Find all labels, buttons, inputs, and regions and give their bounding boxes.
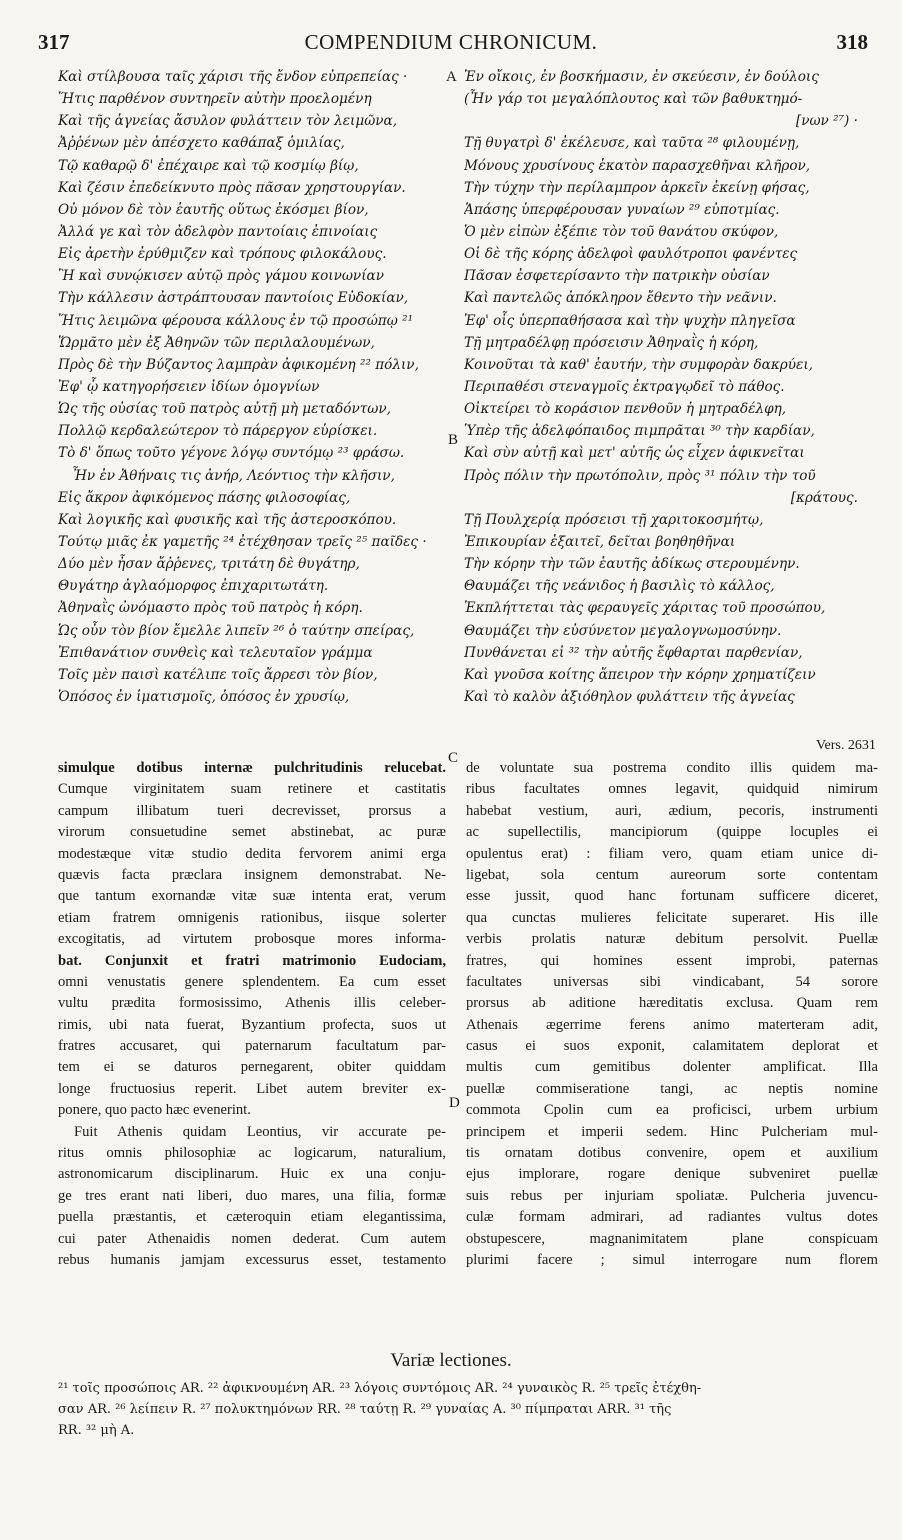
latin-line: opulentus erat) : filiam vero, quam etiam unice di- [466, 845, 878, 862]
verse-line: Οἰκτείρει τὸ κοράσιον πενθοῦν ἡ μητραδέλφη, [464, 401, 787, 418]
footnote-line: σαν AR. ²⁶ λείπειν R. ²⁷ πολυκτημόνων RR. ²⁸ ταύτῃ R. ²⁹ γυναίας A. ³⁰ πίμπραται ARR. ³¹ τῆς [58, 1402, 672, 1417]
latin-line: campum illibatum tueri decrevisset, prorsus a [58, 802, 446, 819]
latin-left-column [58, 758, 446, 1271]
verse-line: Ἥτις λειμῶνα φέρουσα κάλλους ἐν τῷ προσώπῳ ²¹ [58, 312, 414, 329]
latin-line: que tantum exornandæ vitæ suæ intenta erat, verum [58, 888, 446, 905]
verse-line: Ἀῤῥένων μὲν ἀπέσχετο καθάπαξ ὁμιλίας, [58, 135, 345, 152]
verse-line: Τῇ Πουλχερίᾳ πρόσεισι τῇ χαριτοκοσμήτῳ, [464, 511, 764, 528]
latin-line: fratres, qui homines essent improbi, paternas [466, 952, 878, 969]
verse-line: Θυγάτηρ ἀγλαόμορφος ἐπιχαριτωτάτη. [58, 578, 329, 595]
verse-line: Ἐφ' ᾧ κατηγορήσειεν ἰδίων ὁμογνίων [58, 378, 320, 395]
latin-line: obstupescere, magnanimitatem plane conspicuam [466, 1230, 878, 1247]
verse-line: Δύο μὲν ἦσαν ἄῤῥενες, τριτάτη δὲ θυγάτηρ, [58, 556, 360, 573]
verse-line: Ἐπικουρίαν ἐξαιτεῖ, δεῖται βοηθηθῆναι [464, 533, 736, 550]
latin-line: habebat vestium, auri, ædium, pecoris, instrumenti [466, 802, 878, 819]
verse-line: Πρὸς δὲ τὴν Βύζαντος λαμπρὰν ἀφικομένη ²² πόλιν, [58, 356, 419, 373]
verse-line: Ὑπὲρ τῆς ἀδελφόπαιδος πιμπρᾶται ³⁰ τὴν καρδίαν, [464, 423, 815, 440]
footnote-line: ²¹ τοῖς προσώποις AR. ²² ἀφικνουμένη AR. ²³ λόγοις συντόμοις AR. ²⁴ γυναικὸς R. ²⁵ τρεῖς ἐτέχθη- [58, 1381, 702, 1396]
verse-line: Καὶ γνοῦσα κοίτης ἄπειρον τὴν κόρην χρηματίζειν [464, 666, 816, 683]
latin-line: rimis, ubi nata fuerat, Byzantium profecta, suos ut [58, 1016, 446, 1033]
verse-line: Ὁπόσος ἐν ἱματισμοῖς, ὁπόσος ἐν χρυσίῳ, [58, 688, 350, 705]
verse-line: Τοῖς μὲν παισὶ κατέλιπε τοῖς ἄρρεσι τὸν βίον, [58, 666, 378, 683]
latin-line: Athenais ægerrime ferens animo materteram adit, [466, 1016, 878, 1033]
latin-line: astronomicarum disciplinarum. Huic ex una conju- [58, 1166, 446, 1183]
verse-line: Εἰς ἀρετὴν ἐρύθμιζεν καὶ τρόπους φιλοκάλους. [58, 246, 387, 263]
verse-line: Ἐφ' οἷς ὑπερπαθήσασα καὶ τὴν ψυχὴν πληγεῖσα [464, 312, 796, 329]
latin-line: quævis facta præclara insignem demonstrabat. Ne- [58, 866, 446, 883]
verse-line: Καὶ στίλβουσα ταῖς χάρισι τῆς ἔνδον εὐπρεπείας · [58, 69, 408, 85]
latin-line: ac supellectilis, mancipiorum (quippe locuples ei [466, 824, 878, 841]
latin-line: bat. Conjunxit et fratri matrimonio Eudociam, [58, 952, 446, 969]
verse-line: Ἦν ἐν Ἀθήναις τις ἀνήρ, Λεόντιος τὴν κλῆσιν, [72, 467, 395, 484]
verse-line: Τὴν κόρην τὴν τῶν ἑαυτῆς ἀδίκως στερουμένην. [464, 556, 800, 573]
latin-line: ribus facultates omnes legavit, quidquid nimirum [466, 781, 878, 798]
variae-lectiones-heading: Variæ lectiones. [390, 1350, 512, 1371]
verse-line: Ἁπάσης ὑπερφέρουσαν γυναίων ²⁹ εὐποτμίας. [464, 201, 780, 218]
latin-line: tem ei se daturos pernegarent, obiter quiddam [58, 1059, 446, 1076]
latin-line: facultates universas sibi vindicabant, 54 sorore [466, 973, 878, 990]
verse-line: Εἰς ἄκρον ἀφικόμενος πάσης φιλοσοφίας, [58, 489, 351, 506]
verse-line: Κοινοῦται τὰ καθ' ἑαυτήν, τὴν συμφορὰν δακρύει, [464, 356, 813, 373]
verse-line: Τῇ μητραδέλφῃ πρόσεισιν Ἀθηναῒς ἡ κόρη, [464, 334, 759, 351]
verse-line: Μόνους χρυσίνους ἑκατὸν παρασχεθῆναι κλῆρον, [464, 157, 811, 174]
latin-line: vultu prædita formosissimo, Athenis illis celeber- [58, 995, 446, 1012]
margin-mark-b: B [448, 432, 459, 448]
latin-line: commota Cpolin cum ea proficisci, urbem urbium [466, 1102, 878, 1119]
verse-line: (Ἦν γάρ τοι μεγαλόπλουτος καὶ τῶν βαθυκτημό- [464, 91, 803, 108]
latin-line: casus ei suos exponit, calamitatem deplorat et [466, 1038, 878, 1055]
latin-line: cui pater Athenaidis nomen dederat. Cum autem [58, 1230, 446, 1247]
verse-line: Ὁ μὲν εἰπὼν ἐξέπιε τὸν τοῦ θανάτου σκύφον, [464, 223, 779, 240]
latin-line: ligebat, sola centum aureorum sorte contentam [466, 866, 878, 883]
verse-line-continuation: [νων ²⁷) · [795, 113, 858, 130]
latin-line: verbis prolatis naturæ debitum persolvit. Puellæ [466, 931, 878, 948]
greek-verse-right-column [464, 66, 876, 708]
latin-line: ponere, quo pacto hæc evenerint. [58, 1102, 251, 1119]
verse-line: Τὸ δ' ὅπως τοῦτο γέγονε λόγῳ συντόμῳ ²³ φράσω. [58, 445, 405, 462]
latin-line: simulque dotibus internæ pulchritudinis relucebat. [58, 760, 446, 776]
verse-line: Πυνθάνεται εἰ ³² τὴν αὐτῆς ἔφθαρται παρθενίαν, [464, 644, 803, 661]
verse-line: Καὶ ζέσιν ἐπεδείκνυτο πρὸς πᾶσαν χρηστουργίαν. [58, 179, 406, 196]
verse-line: Οὐ μόνον δὲ τὸν ἑαυτῆς οὕτως ἐκόσμει βίον, [58, 201, 369, 218]
margin-mark-a: A [446, 69, 457, 85]
latin-line: multis cum gemitibus dolenter amplificat. Illa [466, 1059, 878, 1076]
latin-line: Cumque virginitatem suam retinere et castitatis [58, 781, 446, 798]
latin-line: modestæque vitæ studio dedita fervorem animi erga [58, 845, 446, 862]
latin-line: longe fructuosius reperit. Libet autem breviter ex- [58, 1080, 446, 1097]
latin-line: etiam fratrem omnigenis rationibus, iisque solerter [58, 909, 446, 926]
latin-line: Fuit Athenis quidam Leontius, vir accurate pe- [74, 1123, 446, 1140]
latin-line: rebus humanis jamjam excessurus esset, testamento [58, 1251, 446, 1268]
verse-line: Θαυμάζει τῆς νεάνιδος ἡ βασιλὶς τὸ κάλλος, [464, 578, 775, 595]
verse-line: Πᾶσαν ἐσφετερίσαντο τὴν πατρικὴν οὐσίαν [464, 268, 770, 285]
verse-line: Ἐπιθανάτιον συνθεὶς καὶ τελευταῖον γράμμα [58, 644, 373, 661]
latin-line: qua cunctas mulieres felicitate superaret. His ille [466, 909, 878, 926]
verse-line: Περιπαθέσι στεναγμοῖς ἐκτραγῳδεῖ τὸ πάθος. [464, 378, 785, 395]
latin-line: culæ formam admirari, ad radiantes vultus dotes [466, 1209, 878, 1226]
verse-line: Καὶ λογικῆς καὶ φυσικῆς καὶ τῆς ἀστεροσκόπου. [58, 511, 397, 528]
latin-line: suis rebus per injuriam spoliatæ. Pulcheria juvencu- [466, 1187, 878, 1204]
verse-line: Τὴν τύχην τὴν περίλαμπρον ἀρκεῖν ἐκείνῃ φήσας, [464, 179, 810, 196]
page-number-right: 318 [836, 30, 868, 54]
verse-line: Ἀλλά γε καὶ τὸν ἀδελφὸν παντοίαις ἐπινοίαις [58, 223, 378, 240]
latin-line: omni venustatis genere splendentem. Ea cum esset [58, 973, 446, 990]
latin-line: tis ornatam dotibus convenire, opem et auxilium [466, 1145, 878, 1162]
latin-line: puellæ commiseratione tangi, ac neptis nomine [466, 1080, 878, 1097]
latin-line: ejus implorare, rogare denique subveniret puellæ [466, 1166, 878, 1183]
latin-line: prorsus ab aditione hæreditatis exclusa. Quam rem [466, 995, 878, 1012]
verse-line: Ὥρμᾶτο μὲν ἐξ Ἀθηνῶν τῶν περιλαλουμένων, [58, 334, 375, 351]
greek-verse-left-column [58, 66, 446, 708]
margin-mark-c: C [448, 750, 459, 766]
verse-line: Ὡς τῆς οὐσίας τοῦ πατρὸς αὐτῇ μὴ μεταδόντων, [58, 401, 391, 418]
latin-line: de voluntate sua postrema condito illis quidem ma- [466, 760, 878, 776]
verse-line-continuation: [κράτους. [790, 489, 858, 506]
latin-line: excogitatis, ad virtutem probosque mores informa- [58, 931, 446, 948]
running-header [30, 30, 872, 62]
verse-line: Τῇ θυγατρὶ δ' ἐκέλευσε, καὶ ταῦτα ²⁸ φιλουμένῃ, [464, 135, 800, 152]
verse-line: Καὶ σὺν αὐτῇ καὶ μετ' αὐτῆς ὡς εἶχεν ἀφικνεῖται [464, 445, 805, 462]
verse-line: Καὶ τῆς ἁγνείας ἄσυλον φυλάττειν τὸν λειμῶνα, [58, 113, 398, 130]
verse-line: Θαυμάζει τὴν εὐσύνετον μεγαλογνωμοσύνην. [464, 622, 782, 639]
latin-line: principem et imperii sedem. Hinc Pulcheriam mul- [466, 1123, 878, 1140]
verse-line: Καὶ τὸ καλὸν ἀξιόθηλον φυλάττειν τῆς ἁγνείας [464, 688, 795, 705]
verse-line: Ἥτις παρθένον συντηρεῖν αὐτὴν προελομένη [58, 91, 372, 108]
latin-line: esse jussit, quod hanc fortunam sufficere diceret, [466, 888, 878, 905]
variae-lectiones-notes [58, 1378, 878, 1441]
page-title: COMPENDIUM CHRONICUM. [304, 30, 598, 54]
latin-line: plurimi facere ; simul interrogare num florem [466, 1251, 878, 1268]
verse-line: Ἀθηναῒς ὠνόμαστο πρὸς τοῦ πατρὸς ἡ κόρη. [58, 600, 363, 617]
latin-line: fratres accusaret, qui paternarum facultatum par- [58, 1038, 446, 1055]
verse-line: Ἐκπλήττεται τὰς φεραυγεῖς χάριτας τοῦ προσώπου, [464, 600, 826, 617]
latin-line: ritus omnis philosophiæ ac logicarum, naturalium, [58, 1145, 446, 1162]
verse-line: Τὴν κάλλεσιν ἀστράπτουσαν παντοίοις Εὐδοκίαν, [58, 290, 409, 307]
latin-right-column [466, 758, 878, 1271]
latin-line: virorum consuetudine semet abstinebat, ac puræ [58, 824, 446, 841]
verse-line: Τούτῳ μιᾶς ἐκ γαμετῆς ²⁴ ἐτέχθησαν τρεῖς ²⁵ παῖδες · [58, 533, 427, 550]
latin-line: puella præstantis, et cæteroquin etiam elegantissima, [58, 1209, 446, 1226]
latin-line: ge tres erant nati liberi, duo mares, una filia, formæ [58, 1187, 446, 1204]
verse-line: Ὡς οὖν τὸν βίον ἔμελλε λιπεῖν ²⁶ ὁ ταύτην σπείρας, [58, 622, 415, 639]
margin-mark-d: D [449, 1095, 460, 1111]
verse-line: Ἢ καὶ συνῴκισεν αὐτῷ πρὸς γάμου κοινωνίαν [58, 268, 384, 285]
page-number-left: 317 [38, 30, 70, 54]
verse-number-marker: Vers. 2631 [816, 738, 876, 753]
verse-line: Πολλῷ κερδαλεώτερον τὸ πάρεργον εὑρίσκει. [58, 423, 378, 440]
verse-line: Οἱ δὲ τῆς κόρης ἀδελφοὶ φαυλότροποι φανέντες [464, 246, 798, 263]
verse-line: Καὶ παντελῶς ἀπόκληρον ἔθεντο τὴν νεᾶνιν. [464, 290, 777, 307]
verse-line: Πρὸς πόλιν τὴν πρωτόπολιν, πρὸς ³¹ πόλιν τὴν τοῦ [464, 467, 816, 484]
footnote-line: RR. ³² μὴ A. [58, 1423, 135, 1438]
verse-line: Ἐν οἴκοις, ἐν βοσκήμασιν, ἐν σκεύεσιν, ἐν δούλοις [464, 69, 819, 85]
verse-line: Τῷ καθαρῷ δ' ἐπέχαιρε καὶ τῷ κοσμίῳ βίῳ, [58, 157, 359, 174]
